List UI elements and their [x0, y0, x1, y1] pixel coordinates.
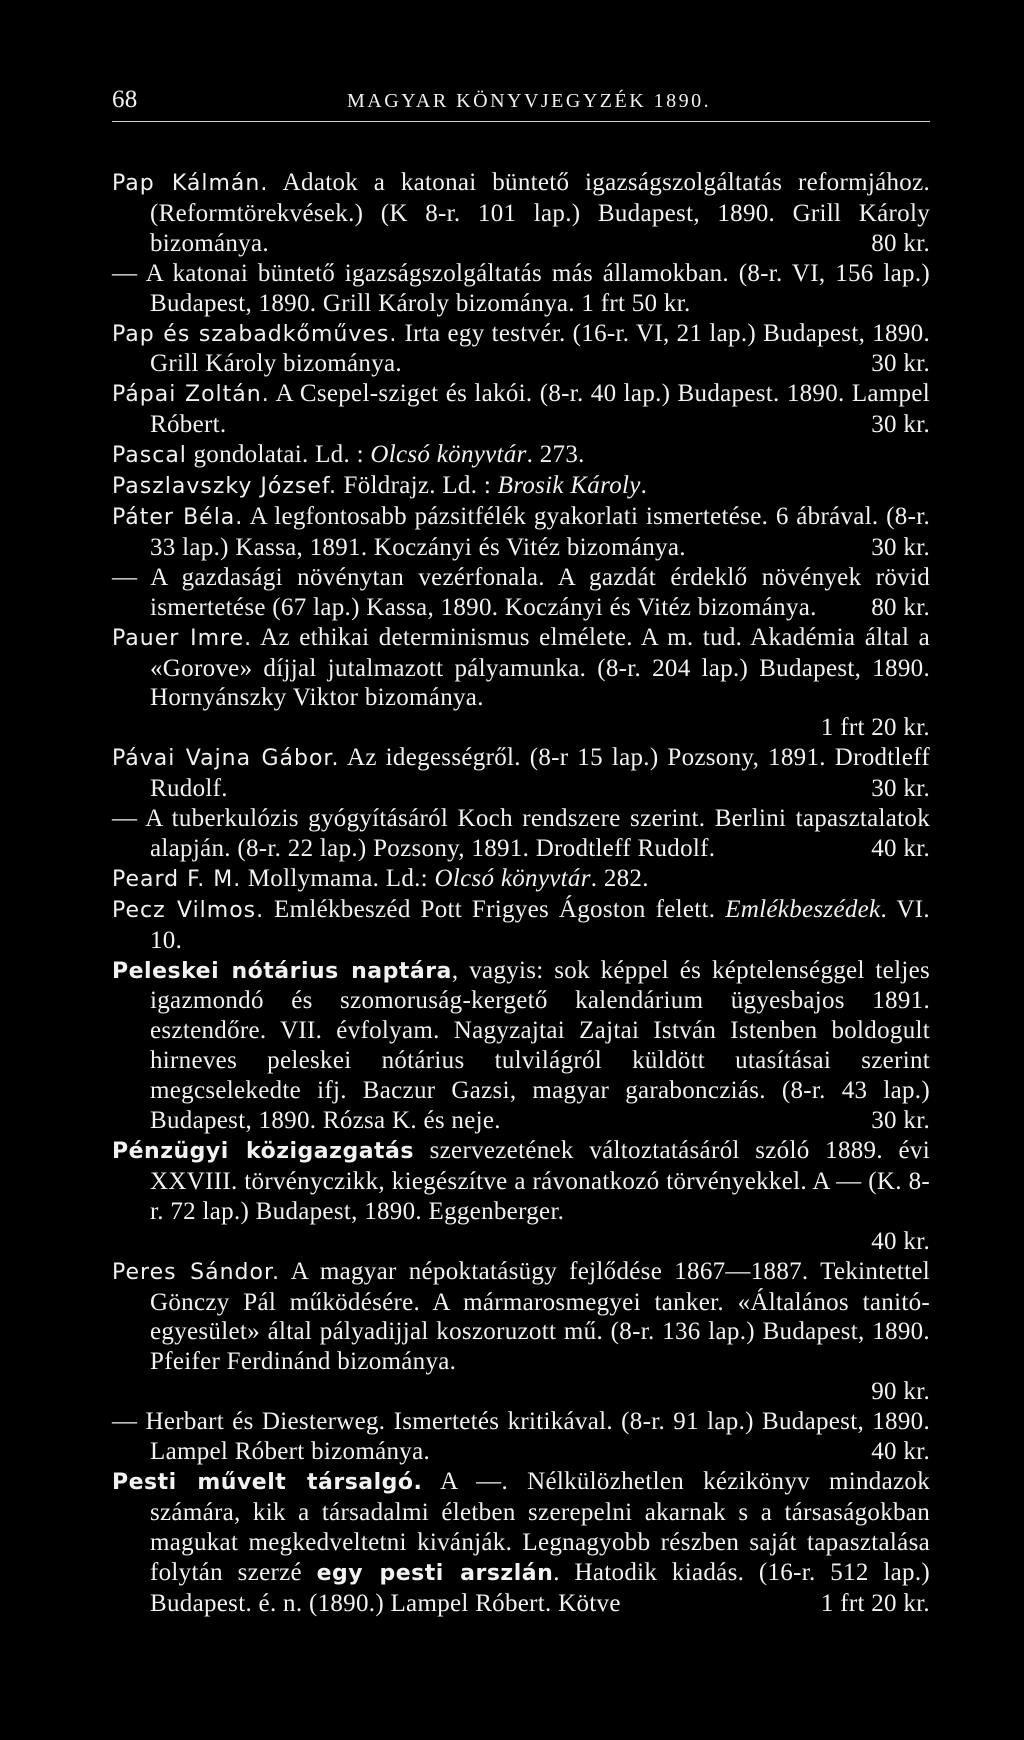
entry-price: 30 kr. — [871, 411, 930, 439]
entry-text: — A tuberkulózis gyógyításáról Koch rendszere szerint. Berlini tapasztalatok alapján. (8-r. 22 lap.) Pozsony, 1891. Drodtleff Rudolf. — [112, 805, 930, 862]
entry-text: — A gazdasági növénytan vezérfonala. A gazdát érdeklő növények rövid ismertetése (67 lap.) Kassa, 1890. Koczányi és Vitéz bizománya. — [112, 563, 930, 621]
entry-text: , vagyis: sok képpel és képtelenséggel teljes igazmondó és szomoruság-kergető kalendárium ügyesbajos 1891. esztendőre. VII. évfolyam. Nagyzajtai Zajtai István Istenben boldogult hirneves peleskei nótárius tulvilágról küldött utasításai szerint megcselekedte ifj. Baczur Gazsi, magyar garaboncziás. (8-r. 43 lap.) Budapest, 1890. Rózsa K. és neje. — [150, 956, 930, 1135]
entry-after: . VI. 10. — [150, 895, 930, 954]
bibliography-entry — [112, 563, 930, 623]
entry-text: Irta egy testvér. (16-r. VI, 21 lap.) Budapest, 1890. Grill Károly bizománya. — [150, 319, 930, 378]
page-number: 68 — [112, 86, 138, 113]
entry-price: 80 kr. — [871, 593, 930, 621]
entry-name: Peres Sándor. — [112, 1259, 280, 1285]
entry-name: Pávai Vajna Gábor. — [112, 746, 340, 772]
entry-text: Mollymama. Ld.: — [241, 864, 435, 892]
entry-name: Paszlavszky József. — [112, 474, 337, 500]
entry-price: 40 kr. — [871, 1438, 930, 1466]
entry-text: — Herbart és Diesterweg. Ismertetés kritikával. (8-r. 91 lap.) Budapest, 1890. Lampel Róbert bizománya. — [112, 1408, 930, 1466]
bibliography-entry — [112, 1136, 930, 1257]
entry-name: Pecz Vilmos. — [112, 897, 265, 923]
entry-bold: Pénzügyi közigazgatás — [112, 1139, 414, 1164]
entry-italic: Brosik Károly — [497, 472, 641, 500]
bibliography-entry — [112, 319, 930, 380]
entry-text: Emlékbeszéd Pott Frigyes Ágoston felett. — [264, 895, 726, 923]
entry-after: . 282. — [590, 864, 649, 892]
entry-price: 40 kr. — [871, 834, 930, 862]
entry-price: 90 kr. — [871, 1378, 930, 1406]
bibliography-entry — [112, 864, 930, 895]
entry-text: gondolatai. Ld. : — [186, 441, 371, 469]
entry-text: A —. Nélkülözhetlen kézikönyv mindazok számára, kik a társadalmi életben szerepelni akarnak s a társaságokban magukat megkedveltetni kivánják. Legnagyobb részben saját tapasztalása folytán szerzé — [150, 1467, 930, 1586]
bibliography-entry — [112, 743, 930, 804]
entry-name: Pap és szabadkőműves. — [112, 321, 398, 347]
entry-after: . — [640, 472, 648, 500]
running-title: MAGYAR KÖNYVJEGYZÉK 1890. — [347, 90, 712, 112]
entry-italic: Olcsó könyvtár — [370, 441, 527, 469]
bibliography-entry — [112, 471, 930, 502]
entry-italic: Emlékbeszédek — [725, 895, 881, 923]
bibliography-entries — [112, 168, 930, 1619]
entry-price: 80 kr. — [871, 229, 930, 257]
entry-name: Pap Kálmán. — [112, 171, 269, 196]
bibliography-entry — [112, 804, 930, 864]
entry-after: . Hatodik kiadás. (16-r. 512 lap.) Budapest. é. n. (1890.) Lampel Róbert. Kötve — [150, 1558, 930, 1617]
entry-text: szervezetének változtatásáról szóló 1889. évi XXVIII. törvényczikk, kiegészítve a rávonatkozó törvényekkel. A — (K. 8-r. 72 lap.) Budapest, 1890. Eggenberger. — [150, 1137, 930, 1225]
entry-text: A Csepel-sziget és lakói. (8-r. 40 lap.) Budapest. 1890. Lampel Róbert. — [150, 380, 930, 439]
entry-text: Földrajz. Ld. : — [337, 472, 498, 500]
entry-name: Pascal — [112, 443, 187, 469]
bibliography-entry — [112, 1407, 930, 1467]
page-header — [112, 85, 930, 119]
entry-name: Pápai Zoltán. — [112, 382, 270, 408]
bibliography-entry — [112, 502, 930, 563]
entry-price: 30 kr. — [871, 775, 930, 803]
entry-price: 30 kr. — [871, 350, 930, 378]
bibliography-entry — [112, 168, 930, 259]
entry-text: Az ethikai determinismus elmélete. A m. tud. Akadémia által a «Gorove» díjjal jutalmazott pályamunka. (8-r. 204 lap.) Budapest, 1890. Hornyánszky Viktor bizománya. — [150, 623, 930, 712]
entry-text: Az idegességről. (8-r 15 lap.) Pozsony, 1891. Drodtleff Rudolf. — [150, 744, 930, 803]
entry-spaced: egy pesti arszlán — [316, 1560, 554, 1586]
entry-price: 30 kr. — [871, 533, 930, 561]
entry-name: Pauer Imre. — [112, 625, 253, 651]
bibliography-entry — [112, 895, 930, 956]
entry-price: 30 kr. — [871, 1107, 930, 1135]
entry-italic: Olcsó könyvtár — [434, 864, 591, 892]
bibliography-entry — [112, 259, 930, 319]
entry-bold: Peleskei nótárius naptára — [112, 958, 452, 984]
bibliography-entry — [112, 379, 930, 440]
entry-price: 40 kr. — [871, 1227, 930, 1255]
entry-text: A legfontosabb pázsitfélék gyakorlati ismertetése. 6 ábrával. (8-r. 33 lap.) Kassa, 1891. Koczányi és Vitéz bizománya. — [150, 502, 930, 561]
bibliography-entry — [112, 1467, 930, 1619]
bibliography-entry — [112, 956, 930, 1136]
entry-text: — A katonai büntető igazságszolgáltatás más államokban. (8-r. VI, 156 lap.) Budapest, 1890. Grill Károly bizománya. 1 frt 50 kr. — [112, 259, 930, 317]
entry-after: . 273. — [526, 441, 585, 469]
entry-name: Peard F. M. — [112, 866, 242, 892]
bibliography-entry — [112, 440, 930, 471]
header-rule — [112, 121, 930, 122]
entry-text: Adatok a katonai büntető igazságszolgáltatás reformjához. (Reformtörekvések.) (K 8-r. 101 lap.) Budapest, 1890. Grill Károly bizománya. — [150, 169, 931, 257]
entry-bold: Pesti művelt társalgó. — [112, 1469, 423, 1495]
entry-text: A magyar népoktatásügy fejlődése 1867—1887. Tekintettel Gönczy Pál működésére. A mármarosmegyei tanker. «Általános tanitó-egyesület» által pályadijjal koszoruzott mű. (8-r. 136 lap.) Budapest, 1890. Pfeifer Ferdinánd bizománya. — [150, 1257, 930, 1376]
entry-name: Páter Béla. — [112, 504, 244, 530]
entry-price: 1 frt 20 kr. — [820, 1589, 930, 1617]
entry-price: 1 frt 20 kr. — [820, 714, 930, 742]
bibliography-entry — [112, 623, 930, 744]
bibliography-entry — [112, 1257, 930, 1408]
